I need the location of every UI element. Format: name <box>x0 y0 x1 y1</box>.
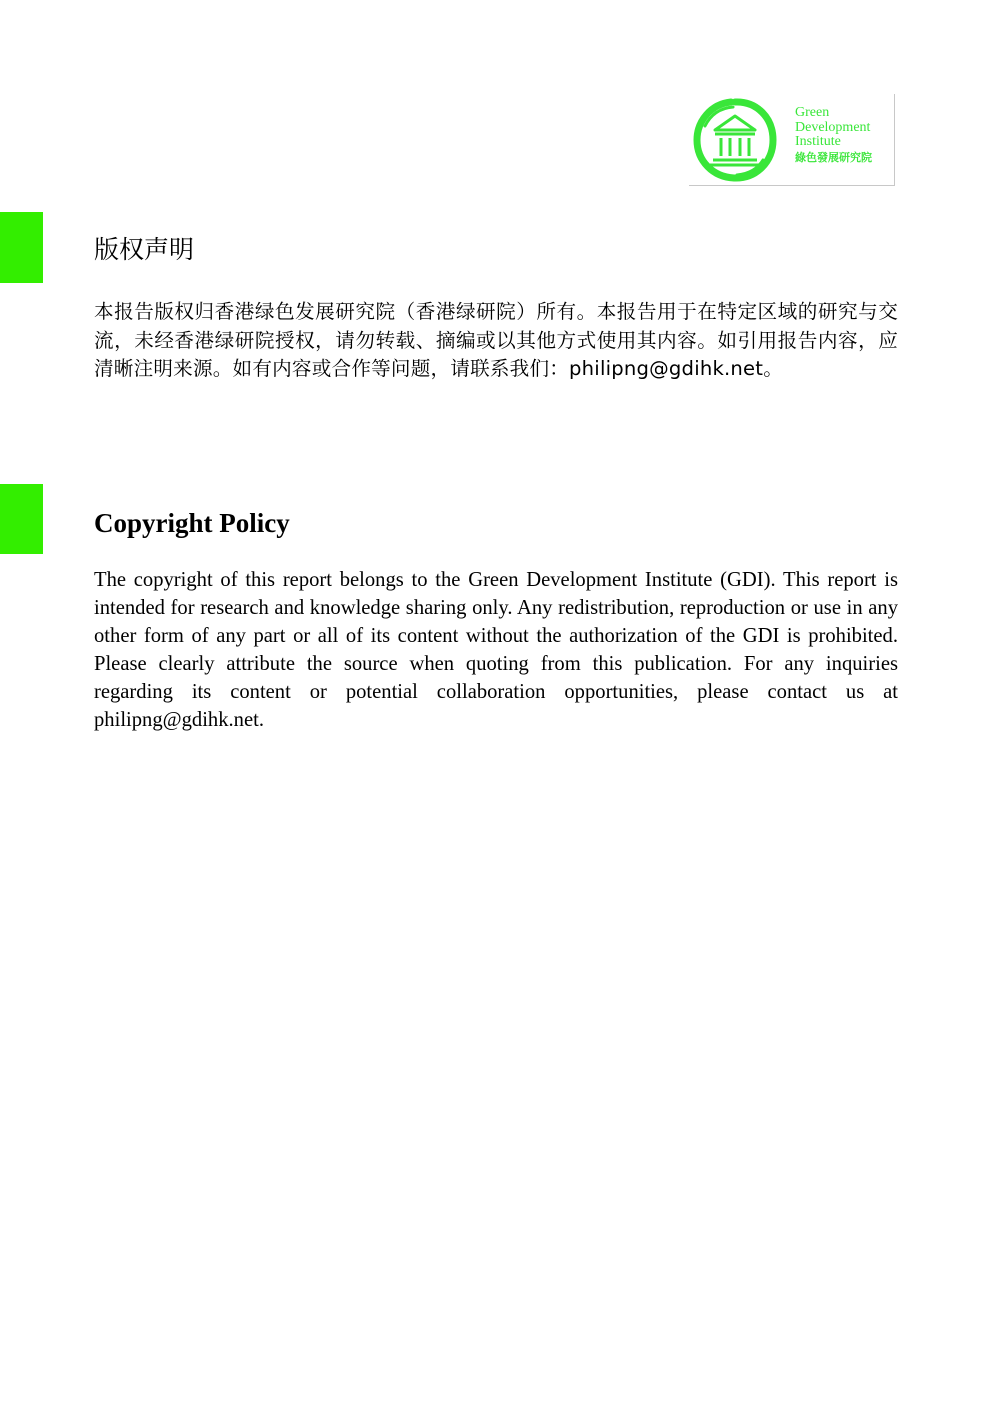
logo-line-chinese: 綠色發展研究院 <box>795 150 872 164</box>
heading-copyright-cn: 版权声明 <box>94 235 195 264</box>
heading-copyright-en: Copyright Policy <box>94 508 290 538</box>
gdi-logo <box>689 94 895 186</box>
logo-wordmark <box>795 106 872 165</box>
copyright-text-cn: 本报告版权归香港绿色发展研究院（香港绿研院）所有。本报告用于在特定区域的研究与交流，未经香港绿研院授权，请勿转载、摘编或以其他方式使用其内容。如引用报告内容，应清晰注明来源。如有内容或合作等问题，请联系我们：philipng@gdihk.net。 <box>94 300 898 380</box>
logo-line-green: Green <box>795 105 830 120</box>
copyright-text-en: The copyright of this report belongs to the Green Development Institute (GDI). This report is intended for research and knowledge sharing only. Any redistribution, reproduction or use in any other form of any part or all of its content without the authorization of the GDI is prohibited. Please clearly attribute the source when quoting from this publication. For any inquiries regarding its content or potential collaboration opportunities, please contact us at philipng@gdihk.net. <box>94 569 898 731</box>
institute-building-icon <box>691 96 779 184</box>
logo-line-institute: Institute <box>795 134 841 149</box>
logo-line-development: Development <box>795 119 871 135</box>
section-accent-bar-cn <box>0 212 43 283</box>
section-accent-bar-en <box>0 484 43 554</box>
